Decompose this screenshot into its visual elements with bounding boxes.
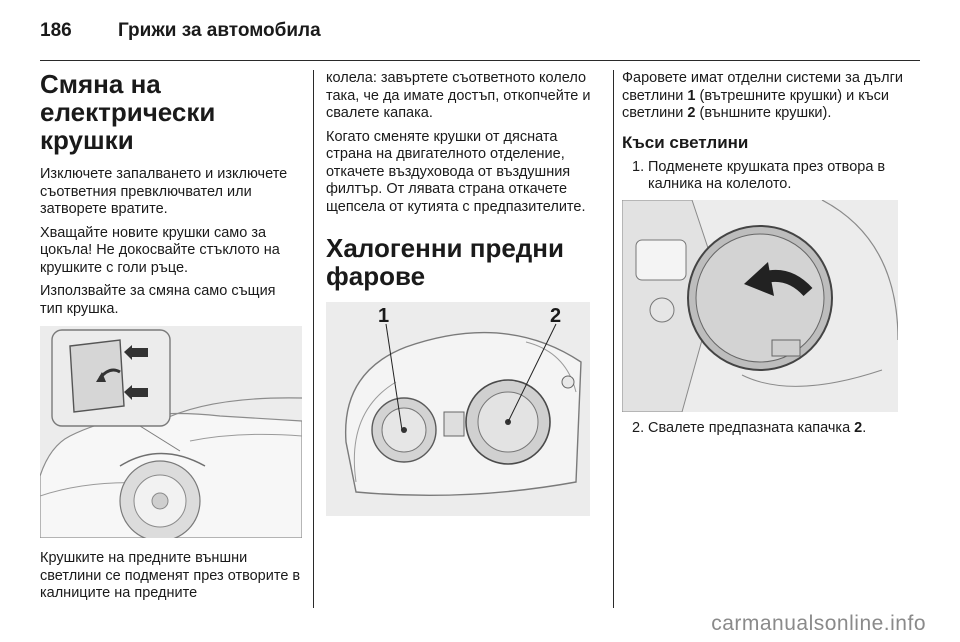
section-heading: Халогенни предни фарове — [326, 233, 564, 291]
chapter-heading: Смяна на електрически крушки — [40, 69, 216, 155]
paragraph: Когато сменяте крушки от дясната страна на двигателното отделение, откачете въздуховода от въздушния филтър. От лявата страна откачете щепсела от кутията с предпазителите. — [326, 128, 586, 215]
subsection-heading: Къси светлини — [622, 132, 749, 152]
column-1 — [40, 70, 302, 609]
paragraph: Хващайте новите крушки само за цокъла! Не докосвайте стъклото на крушките с голи ръце. — [40, 224, 280, 276]
car-fender-illustration — [40, 326, 302, 538]
step-number: 1. — [632, 158, 645, 175]
column-2 — [326, 70, 602, 516]
paragraph: колела: завъртете съответното колело така, че да имате достъп, откопчейте и свалете капака. — [326, 70, 591, 121]
steps-list — [622, 420, 912, 438]
callout-1: 1 — [378, 305, 390, 327]
bulb-cover-illustration — [622, 200, 898, 412]
reference-2: 2 — [687, 105, 696, 121]
column-divider — [313, 70, 314, 608]
paragraph: Изключете запалването и изключете съответния превключвател или затворете вратите. — [40, 166, 288, 217]
paragraph: Фаровете имат отделни системи за дълги светлини 1 (вътрешните крушки) и къси светлини 2 (външните крушки). — [622, 70, 903, 121]
headlamp-svg — [326, 302, 590, 516]
section-title: Грижи за автомобила — [118, 20, 321, 41]
reference-1: 1 — [687, 87, 696, 104]
page-number: 186 — [40, 20, 72, 41]
reference-2: 2 — [854, 419, 863, 436]
step-item: 2. Свалете предпазната капачка 2. — [632, 419, 867, 436]
car-illustration-svg — [40, 326, 302, 538]
step-text: Подменете крушката през отвора в калника на колелото. — [648, 158, 886, 192]
step-text: Свалете предпазната капачка — [648, 419, 855, 436]
bulb-cover-svg — [622, 200, 898, 412]
header-divider — [40, 60, 920, 61]
steps-list — [622, 159, 912, 194]
column-divider — [613, 70, 614, 608]
step-item — [622, 159, 912, 194]
column-3 — [622, 70, 912, 437]
callout-2: 2 — [550, 305, 562, 327]
watermark: carmanualsonline.info — [711, 612, 926, 635]
headlamp-illustration — [326, 302, 590, 516]
step-number: 2. — [632, 419, 645, 436]
paragraph: Крушките на предните външни светлини се подменят през отворите в калниците на предните — [40, 550, 301, 601]
paragraph: Използвайте за смяна само същия тип крушка. — [40, 283, 276, 317]
